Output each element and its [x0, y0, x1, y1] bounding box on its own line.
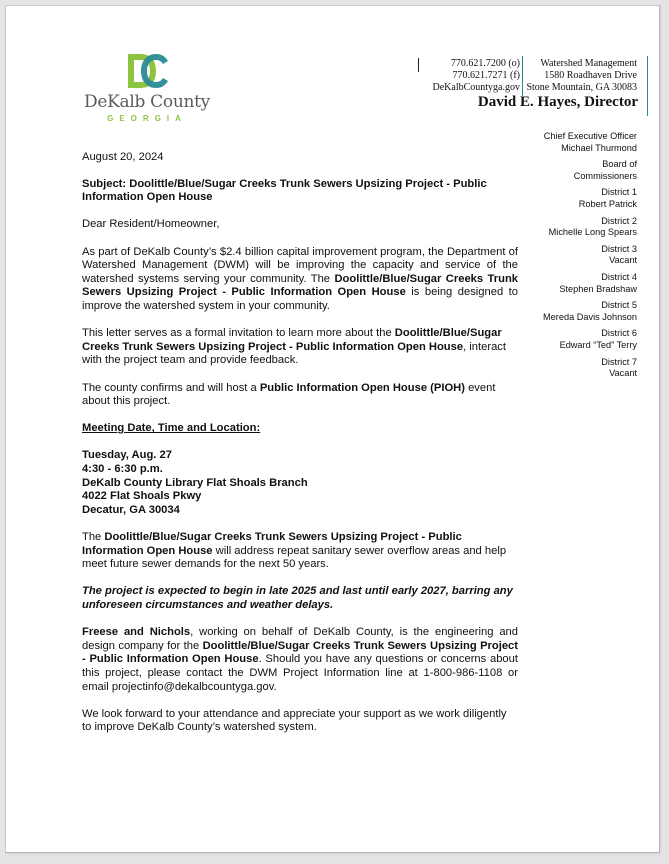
official-name: Michelle Long Spears — [548, 227, 637, 238]
official-name: Stephen Bradshaw — [559, 283, 637, 294]
district-label: District 5 — [601, 300, 637, 311]
letter-body — [82, 151, 518, 749]
department-name: Watershed Management — [540, 58, 637, 69]
meeting-heading: Meeting Date, Time and Location: — [82, 422, 261, 435]
paragraph-invitation — [82, 327, 518, 368]
website-link[interactable]: DeKalbCountyga.gov — [432, 82, 520, 93]
text-run: , interact with the project team and provide feedback. — [82, 340, 506, 367]
project-name: Doolittle/Blue/Sugar Creeks Trunk Sewers Upsizing Project - Public Information Open House — [82, 531, 462, 557]
official-group — [526, 272, 637, 295]
text-run: As part of DeKalb County’s $2.4 billion capital improvement program, the Department of Watershed Management (DWM) will be improving the capacity and service of the watershed systems serving your community. The — [82, 245, 518, 285]
address-block — [526, 58, 637, 94]
fax-phone: 770.621.7271 (f) — [452, 70, 520, 81]
official-name: Vacant — [609, 255, 637, 266]
district-label: District 7 — [601, 356, 637, 367]
timeline-note: The project is expected to begin in late 2025 and last until early 2027, barring any unforeseen circumstances and weather delays. — [82, 585, 513, 611]
official-group — [526, 328, 637, 351]
logo-state-name: GEORGIA — [107, 114, 187, 123]
contact-block — [426, 58, 520, 94]
salutation: Dear Resident/Homeowner, — [82, 218, 220, 231]
official-name: Edward “Ted” Terry — [559, 339, 637, 350]
official-group — [526, 216, 637, 239]
district-label: District 2 — [601, 215, 637, 226]
paragraph-pioh — [82, 382, 518, 409]
district-label: District 3 — [601, 243, 637, 254]
logo-county-name: DeKalb County — [84, 92, 210, 112]
paragraph-contact — [82, 626, 518, 694]
meeting-day: Tuesday, Aug. 27 — [82, 449, 172, 462]
document-page — [5, 5, 660, 853]
district-label: District 4 — [601, 271, 637, 282]
meeting-venue: DeKalb County Library Flat Shoals Branch — [82, 476, 308, 489]
letter-subject: Subject: Doolittle/Blue/Sugar Creeks Trunk Sewers Upsizing Project - Public Information Open House — [82, 177, 487, 204]
text-run: is being designed to improve the watershed system in your community. — [82, 286, 518, 312]
project-name: Doolittle/Blue/Sugar Creeks Trunk Sewers Upsizing Project - Public Information Open House — [82, 639, 518, 666]
district-label: District 1 — [601, 187, 637, 198]
text-run: . Should you have any questions or concerns about this project, please contact the DWM Project Information line at 1-800-986-1108 or email projectinfo@dekalbcountyga.gov. — [82, 653, 518, 693]
letter-date: August 20, 2024 — [82, 151, 164, 163]
board-label: Commissioners — [573, 170, 637, 181]
official-name: Robert Patrick — [578, 198, 637, 209]
text-run: , working on behalf of DeKalb County, is the engineering and design company for the — [82, 626, 518, 652]
header-divider-right — [647, 56, 648, 116]
director-name: David E. Hayes, Director — [477, 94, 638, 110]
meeting-details — [82, 449, 518, 517]
dc-logo-mark-icon — [126, 52, 170, 90]
paragraph-intro — [82, 246, 518, 314]
street-address: 1580 Roadhaven Drive — [544, 70, 637, 81]
header-divider — [522, 56, 523, 96]
official-group — [526, 131, 637, 154]
officials-sidebar — [526, 131, 637, 385]
company-name: Freese and Nichols — [82, 626, 191, 639]
official-group — [526, 300, 637, 323]
text-run: event about this project. — [82, 381, 496, 408]
board-label: Board of — [602, 159, 637, 170]
text-run: This letter serves as a formal invitation to learn more about the — [82, 327, 395, 340]
district-label: District 6 — [601, 328, 637, 339]
official-group — [526, 187, 637, 210]
official-group — [526, 244, 637, 267]
paragraph-purpose — [82, 531, 518, 572]
official-group — [526, 357, 637, 380]
official-group — [526, 159, 637, 182]
project-name: Doolittle/Blue/Sugar Creeks Trunk Sewers Upsizing Project - Public Information Open House — [82, 272, 519, 299]
meeting-city: Decatur, GA 30034 — [82, 503, 180, 516]
text-run: The county confirms and will host a — [82, 381, 260, 394]
text-cursor-mark — [418, 58, 419, 72]
text-run: The — [82, 531, 105, 544]
city-address: Stone Mountain, GA 30083 — [526, 82, 637, 93]
dekalb-county-logo — [84, 50, 214, 130]
pioh-name: Public Information Open House (PIOH) — [259, 381, 465, 394]
official-name: Michael Thurmond — [561, 142, 637, 153]
project-name: Doolittle/Blue/Sugar Creeks Trunk Sewers Upsizing Project - Public Information Open House — [82, 327, 502, 353]
text-run: will address repeat sanitary sewer overflow areas and help meet future sewer demands for the next 50 years. — [82, 544, 507, 571]
office-phone: 770.621.7200 (o) — [450, 58, 520, 69]
official-name: Mereda Davis Johnson — [543, 311, 637, 322]
official-title: Chief Executive Officer — [543, 131, 637, 141]
meeting-street: 4022 Flat Shoals Pkwy — [82, 490, 202, 503]
closing-paragraph: We look forward to your attendance and appreciate your support as we work diligently to improve DeKalb County’s watershed system. — [82, 707, 507, 734]
official-name: Vacant — [609, 368, 637, 379]
meeting-time: 4:30 - 6:30 p.m. — [82, 463, 163, 476]
